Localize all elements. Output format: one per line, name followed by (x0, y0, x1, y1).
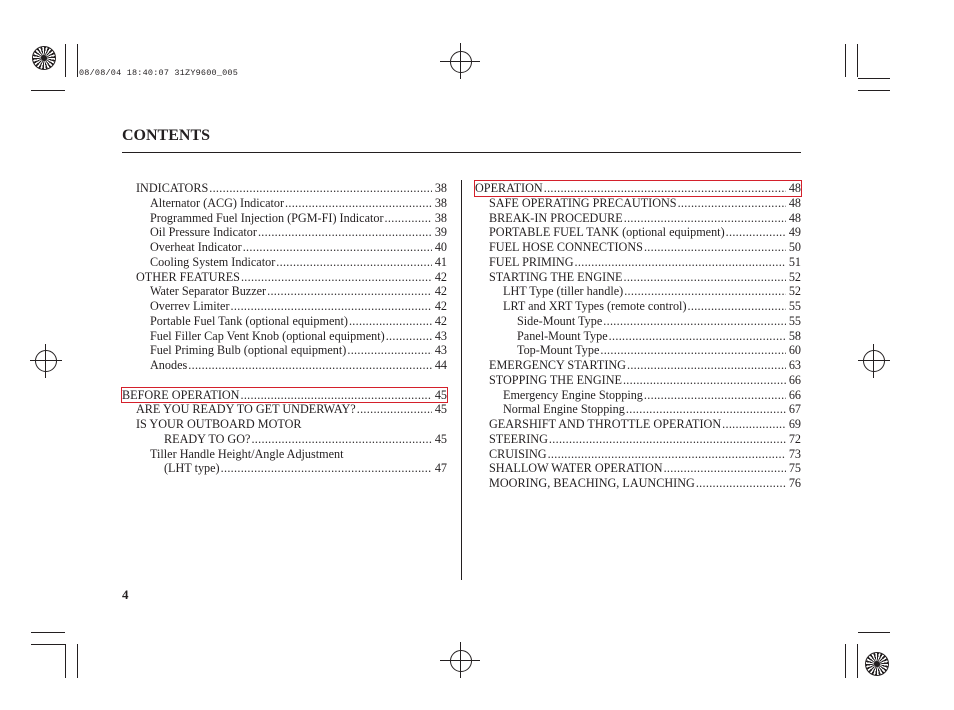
toc-entry-label: STEERING (489, 431, 548, 446)
toc-entry-page: 42 (434, 269, 447, 284)
registration-mark-icon (865, 652, 889, 676)
crop-mark (845, 644, 846, 678)
toc-entry[interactable] (150, 196, 447, 211)
toc-entry-page: 39 (434, 225, 447, 240)
toc-leader-dots (357, 402, 432, 417)
toc-leader-dots (627, 358, 786, 373)
toc-entry-label: STARTING THE ENGINE (489, 269, 623, 284)
toc-entry[interactable] (489, 211, 801, 226)
toc-leader-dots (251, 432, 431, 447)
toc-entry-page: 40 (434, 240, 447, 254)
toc-entry-label: FUEL PRIMING (489, 254, 574, 269)
toc-entry-page: 60 (788, 343, 801, 358)
crop-mark (77, 44, 78, 77)
toc-entry[interactable] (150, 225, 447, 240)
page-title: CONTENTS (122, 127, 211, 144)
toc-entry-label: EMERGENCY STARTING (489, 358, 626, 372)
crop-mark (31, 644, 65, 645)
toc-entry-label: LRT and XRT Types (remote control) (503, 299, 687, 313)
toc-entry-label: Water Separator Buzzer (150, 284, 267, 299)
toc-leader-dots (726, 225, 786, 240)
toc-entry-page: 42 (434, 313, 447, 328)
toc-leader-dots (609, 329, 786, 344)
crop-mark (65, 44, 66, 77)
crop-mark (858, 78, 890, 79)
toc-leader-dots (209, 181, 432, 196)
toc-leader-dots (722, 417, 786, 432)
toc-entry[interactable] (136, 270, 447, 285)
toc-entry[interactable] (489, 476, 801, 491)
toc-entry[interactable] (489, 432, 801, 447)
toc-entry[interactable] (150, 299, 447, 314)
toc-leader-dots (678, 196, 786, 211)
toc-entry-label: LHT Type (tiller handle) (503, 284, 624, 299)
crop-mark (858, 632, 890, 633)
toc-entry-label: CRUISING (489, 446, 547, 461)
toc-entry-label: BREAK-IN PROCEDURE (489, 210, 623, 225)
toc-entry[interactable] (489, 225, 801, 240)
toc-entry-page: 67 (788, 402, 801, 417)
toc-entry[interactable] (503, 284, 801, 299)
crosshair-icon (450, 51, 472, 73)
toc-entry[interactable] (503, 402, 801, 417)
toc-entry[interactable] (150, 255, 447, 270)
toc-entry-page: 45 (434, 402, 447, 417)
toc-entry-page: 55 (788, 299, 801, 313)
toc-leader-dots (644, 388, 786, 403)
toc-leader-dots (241, 270, 432, 285)
crop-mark (858, 90, 890, 91)
toc-leader-dots (688, 299, 786, 314)
toc-leader-dots (626, 402, 786, 417)
toc-entry-page: 66 (788, 387, 801, 402)
crop-mark (858, 360, 890, 361)
toc-entry-label: Anodes (150, 358, 188, 372)
toc-entry-page: 38 (434, 181, 447, 195)
toc-leader-dots (386, 329, 432, 344)
toc-entry-page: 45 (434, 387, 447, 402)
page-number: 4 (122, 587, 129, 602)
toc-entry[interactable] (517, 314, 801, 329)
toc-entry-page: 52 (788, 284, 801, 299)
toc-leader-dots (696, 476, 786, 491)
toc-entry-page: 72 (788, 431, 801, 446)
toc-entry[interactable] (489, 196, 801, 211)
toc-entry-label: Normal Engine Stopping (503, 402, 625, 417)
crop-mark (31, 632, 65, 633)
toc-entry-page: 48 (788, 181, 801, 195)
toc-entry-label: Tiller Handle Height/Angle Adjustment (150, 446, 344, 461)
toc-entry-page: 51 (788, 254, 801, 269)
toc-entry[interactable] (150, 358, 447, 373)
toc-entry[interactable] (489, 240, 801, 255)
crop-mark (460, 642, 461, 678)
toc-entry[interactable] (150, 329, 447, 344)
toc-entry-label: (LHT type) (164, 461, 220, 476)
toc-entry-label: ARE YOU READY TO GET UNDERWAY? (136, 402, 356, 417)
toc-entry[interactable] (150, 240, 447, 255)
crosshair-icon (450, 650, 472, 672)
toc-entry-page: 42 (434, 299, 447, 313)
toc-entry-label: OPERATION (475, 181, 543, 195)
toc-leader-dots (624, 284, 786, 299)
toc-entry-page: 44 (434, 358, 447, 372)
toc-entry[interactable] (136, 181, 447, 196)
toc-entry-page: 52 (788, 269, 801, 284)
toc-entry[interactable] (489, 461, 801, 476)
toc-entry-label: Programmed Fuel Injection (PGM-FI) Indicator (150, 210, 384, 225)
toc-leader-dots (267, 284, 432, 299)
toc-leader-dots (258, 225, 432, 240)
toc-leader-dots (221, 461, 432, 476)
toc-entry-page: 45 (434, 431, 447, 446)
toc-leader-dots (664, 461, 786, 476)
toc-entry-label: SAFE OPERATING PRECAUTIONS (489, 195, 677, 210)
toc-entry-page: 49 (788, 225, 801, 240)
toc-entry[interactable] (122, 388, 447, 403)
toc-entry[interactable] (475, 181, 801, 196)
toc-entry-page: 38 (434, 210, 447, 225)
crop-mark (65, 644, 66, 678)
toc-entry[interactable] (164, 432, 447, 447)
crop-mark (845, 44, 846, 77)
toc-leader-dots (385, 211, 432, 226)
toc-leader-dots (544, 181, 786, 196)
toc-entry-label: Overheat Indicator (150, 240, 242, 254)
column-divider (461, 180, 462, 580)
toc-entry[interactable] (150, 314, 447, 329)
toc-entry[interactable] (517, 329, 801, 344)
toc-entry-label: OTHER FEATURES (136, 269, 240, 284)
toc-leader-dots (623, 270, 785, 285)
toc-entry[interactable] (489, 447, 801, 462)
toc-entry-page: 48 (788, 210, 801, 225)
toc-entry-label: Fuel Filler Cap Vent Knob (optional equipment) (150, 328, 385, 343)
toc-entry-label: Oil Pressure Indicator (150, 225, 257, 240)
crosshair-icon (35, 350, 57, 372)
toc-leader-dots (243, 240, 432, 255)
toc-entry-label: BEFORE OPERATION (122, 387, 240, 402)
toc-leader-dots (188, 358, 432, 373)
toc-leader-dots (240, 388, 431, 403)
toc-entry-label: Portable Fuel Tank (optional equipment) (150, 313, 348, 328)
toc-entry[interactable] (150, 447, 344, 462)
title-divider (122, 152, 801, 153)
crosshair-icon (863, 350, 885, 372)
toc-entry[interactable] (503, 388, 801, 403)
print-stamp: 08/08/04 18:40:07 31ZY9600_005 (79, 68, 239, 78)
toc-entry[interactable] (150, 211, 447, 226)
toc-entry-page: 48 (788, 195, 801, 210)
toc-leader-dots (276, 255, 432, 270)
toc-entry-page: 69 (788, 417, 801, 431)
toc-entry[interactable] (517, 343, 801, 358)
toc-entry[interactable] (489, 373, 801, 388)
toc-leader-dots (624, 211, 786, 226)
toc-entry-page: 43 (434, 328, 447, 343)
toc-entry-page: 63 (788, 358, 801, 372)
toc-entry-page: 43 (434, 343, 447, 358)
toc-leader-dots (548, 447, 786, 462)
toc-leader-dots (231, 299, 432, 314)
toc-entry-page: 41 (434, 254, 447, 269)
toc-entry-label: Panel-Mount Type (517, 328, 608, 343)
toc-entry[interactable] (150, 284, 447, 299)
toc-entry-page: 42 (434, 284, 447, 299)
toc-leader-dots (285, 196, 432, 211)
crop-mark (45, 344, 46, 378)
toc-leader-dots (644, 240, 786, 255)
crop-mark (77, 644, 78, 678)
toc-entry-page: 38 (434, 195, 447, 210)
crop-mark (31, 90, 65, 91)
toc-entry-label: Side-Mount Type (517, 313, 603, 328)
registration-mark-icon (32, 46, 56, 70)
toc-leader-dots (349, 314, 432, 329)
toc-entry-label: IS YOUR OUTBOARD MOTOR (136, 417, 302, 431)
toc-entry-page: 66 (788, 372, 801, 387)
toc-entry-page: 50 (788, 240, 801, 254)
toc-entry-label: Cooling System Indicator (150, 254, 276, 269)
toc-entry[interactable] (489, 255, 801, 270)
toc-entry-label: FUEL HOSE CONNECTIONS (489, 240, 643, 254)
toc-entry[interactable] (136, 402, 447, 417)
toc-leader-dots (623, 373, 786, 388)
toc-leader-dots (347, 343, 431, 358)
toc-entry-label: READY TO GO? (164, 431, 251, 446)
toc-entry-page: 75 (788, 461, 801, 476)
toc-leader-dots (603, 314, 786, 329)
toc-leader-dots (549, 432, 786, 447)
toc-entry-label: MOORING, BEACHING, LAUNCHING (489, 476, 695, 490)
crop-mark (857, 44, 858, 77)
toc-leader-dots (600, 343, 785, 358)
toc-entry[interactable] (150, 343, 447, 358)
toc-entry-label: SHALLOW WATER OPERATION (489, 461, 663, 476)
crop-mark (460, 43, 461, 79)
toc-entry-label: INDICATORS (136, 181, 209, 195)
toc-entry-label: Top-Mount Type (517, 343, 600, 358)
toc-entry[interactable] (489, 270, 801, 285)
toc-entry-label: PORTABLE FUEL TANK (optional equipment) (489, 225, 725, 240)
toc-entry[interactable] (489, 417, 801, 432)
toc-entry[interactable] (503, 299, 801, 314)
toc-entry-page: 76 (788, 476, 801, 490)
crop-mark (857, 644, 858, 678)
toc-leader-dots (575, 255, 786, 270)
toc-entry-label: Fuel Priming Bulb (optional equipment) (150, 343, 347, 358)
toc-entry-label: STOPPING THE ENGINE (489, 372, 622, 387)
toc-entry-label: Overrev Limiter (150, 299, 230, 313)
toc-entry-label: Emergency Engine Stopping (503, 387, 643, 402)
toc-entry-label: GEARSHIFT AND THROTTLE OPERATION (489, 417, 722, 431)
toc-entry[interactable] (136, 417, 302, 432)
toc-entry-label: Alternator (ACG) Indicator (150, 195, 285, 210)
toc-entry-page: 47 (434, 461, 447, 476)
toc-entry-page: 73 (788, 446, 801, 461)
crop-mark (873, 344, 874, 378)
toc-entry-page: 55 (788, 313, 801, 328)
toc-entry[interactable] (164, 461, 447, 476)
toc-entry-page: 58 (788, 328, 801, 343)
toc-entry[interactable] (489, 358, 801, 373)
crop-mark (30, 360, 62, 361)
